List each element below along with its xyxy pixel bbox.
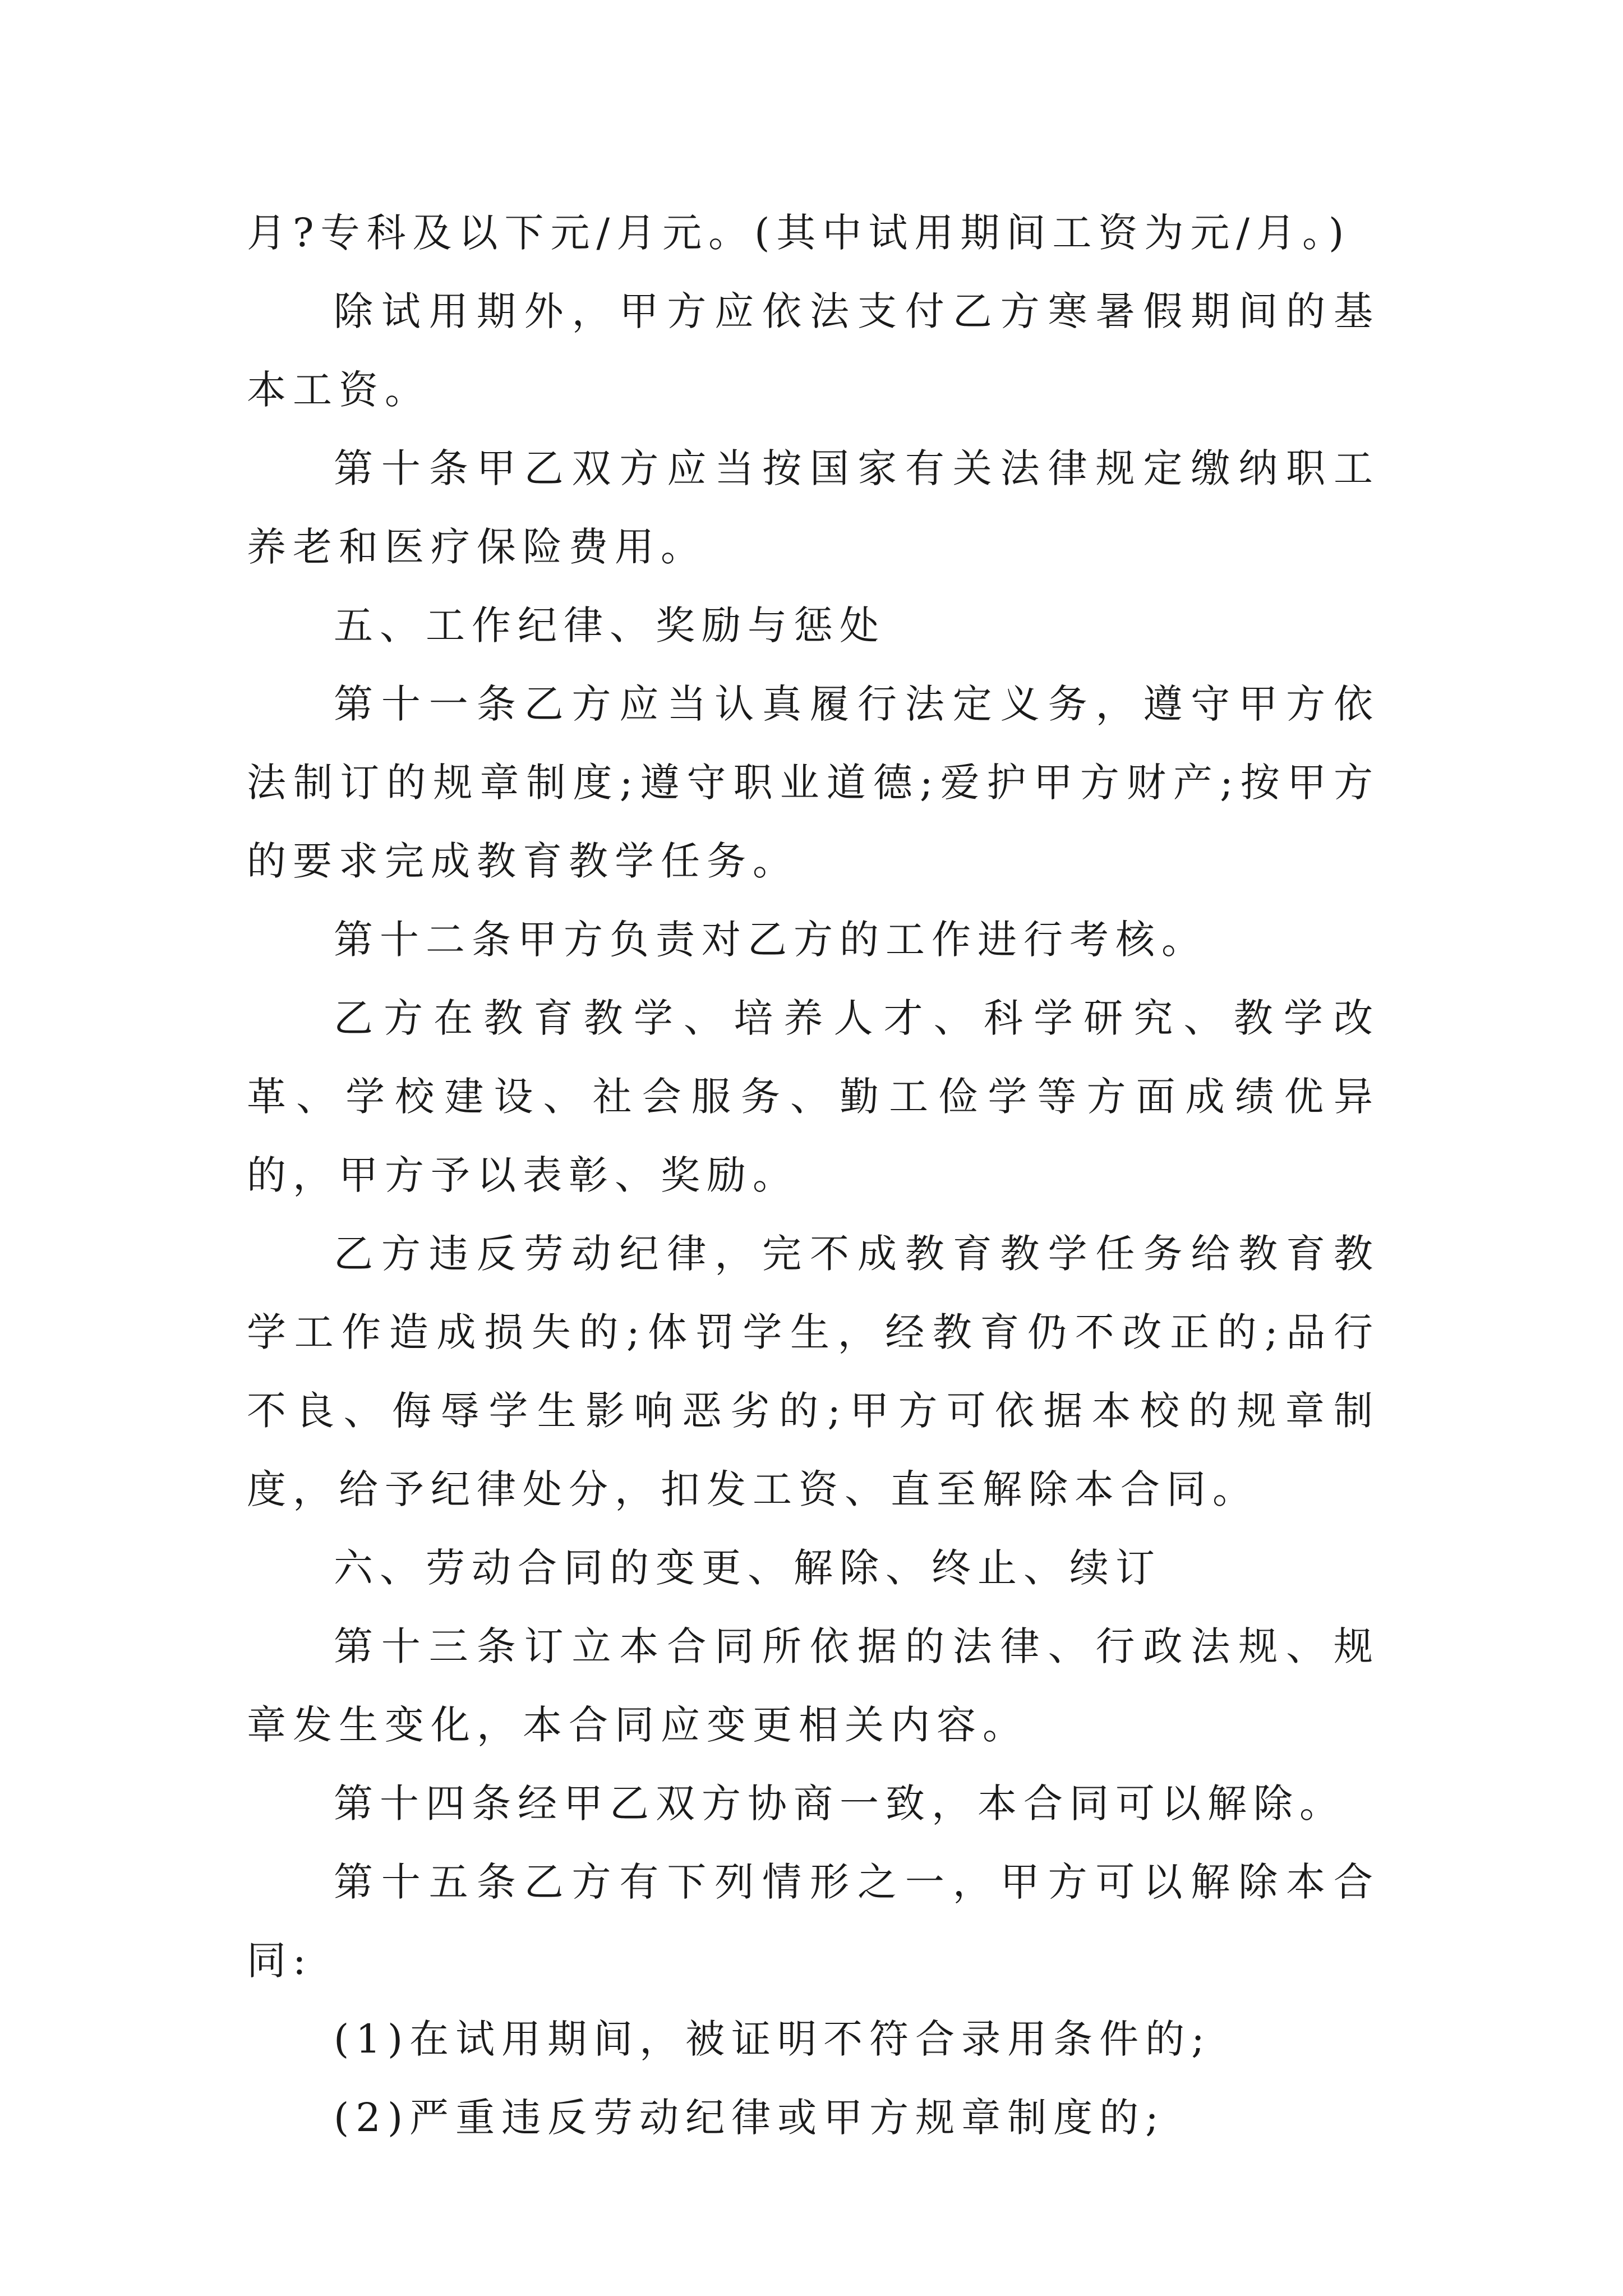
paragraph-discipline: 乙方违反劳动纪律，完不成教育教学任务给教育教学工作造成损失的;体罚学生，经教育仍不改正的;品行不良、侮辱学生影响恶劣的;甲方可依据本校的规章制度，给予纪律处分，扣发工资、直至解除本合同。 (247, 1231, 1380, 1512)
paragraph-article-13: 第十三条订立本合同所依据的法律、行政法规、规章发生变化，本合同应变更相关内容。 (247, 1623, 1380, 1748)
paragraph-article-10: 第十条甲乙双方应当按国家有关法律规定缴纳职工养老和医疗保险费用。 (247, 445, 1380, 570)
section-heading-5: 五、工作纪律、奖励与惩处 (334, 602, 886, 648)
paragraph-vacation-pay: 除试用期外，甲方应依法支付乙方寒暑假期间的基本工资。 (247, 288, 1380, 413)
paragraph-salary-continued: 月?专科及以下元/月元。(其中试用期间工资为元/月。) (247, 210, 1351, 256)
paragraph-article-14: 第十四条经甲乙双方协商一致，本合同可以解除。 (334, 1780, 1345, 1826)
paragraph-article-15: 第十五条乙方有下列情形之一，甲方可以解除本合同: (247, 1859, 1380, 1984)
section-heading-6: 六、劳动合同的变更、解除、终止、续订 (334, 1545, 1161, 1591)
list-item-2: (2)严重违反劳动纪律或甲方规章制度的; (334, 2095, 1165, 2141)
paragraph-rewards: 乙方在教育教学、培养人才、科学研究、教学改革、学校建设、社会服务、勤工俭学等方面成绩优异的，甲方予以表彰、奖励。 (247, 995, 1380, 1198)
document-body (247, 194, 1380, 2157)
list-item-1: (1)在试用期间，被证明不符合录用条件的; (334, 2016, 1211, 2062)
paragraph-article-11: 第十一条乙方应当认真履行法定义务，遵守甲方依法制订的规章制度;遵守职业道德;爱护甲方财产;按甲方的要求完成教育教学任务。 (247, 681, 1380, 884)
paragraph-article-12: 第十二条甲方负责对乙方的工作进行考核。 (334, 917, 1207, 963)
